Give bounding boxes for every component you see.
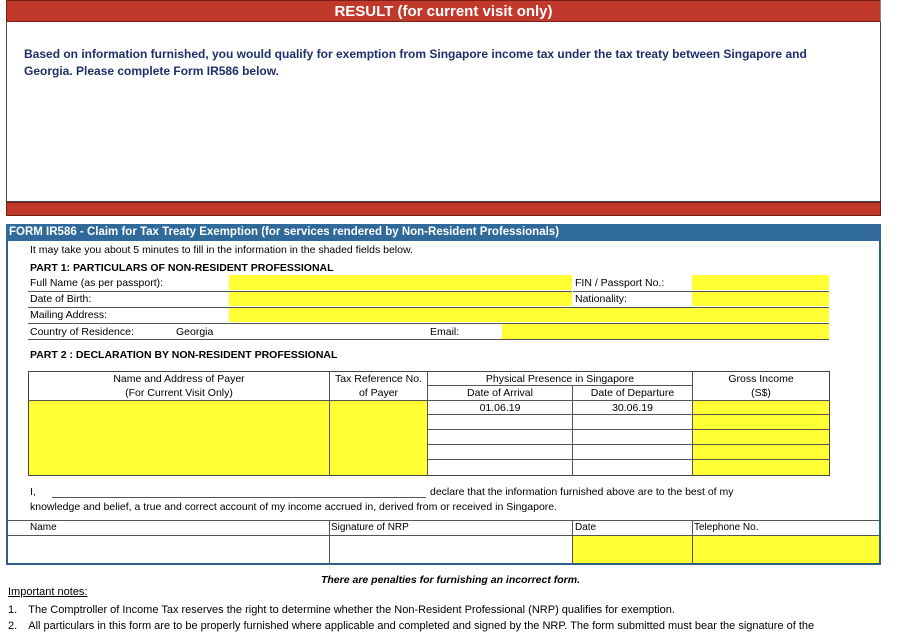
- divider: [880, 0, 881, 22]
- divider: [428, 444, 830, 445]
- divider: [28, 339, 829, 340]
- sign-name-label: Name: [30, 522, 57, 533]
- col-taxref-header: Tax Reference No.: [335, 373, 422, 385]
- form-header: FORM IR586 - Claim for Tax Treaty Exemption (for services rendered by Non-Resident Professionals): [6, 224, 881, 241]
- col-arrival-header: Date of Arrival: [467, 387, 533, 399]
- sign-telephone-label: Telephone No.: [694, 522, 759, 533]
- note-item: [8, 603, 675, 617]
- sign-signature-label: Signature of NRP: [331, 522, 409, 533]
- col-income-header: Gross Income: [728, 373, 794, 385]
- declaration-text: declare that the information furnished above are to the best of my: [430, 486, 734, 498]
- payer-input[interactable]: [29, 401, 329, 475]
- fin-label: FIN / Passport No.:: [575, 277, 665, 289]
- divider: [428, 385, 692, 386]
- departure-date-1[interactable]: 30.06.19: [612, 402, 653, 414]
- result-title: RESULT (for current visit only): [6, 0, 881, 22]
- divider: [428, 459, 830, 460]
- col-taxref-subheader: of Payer: [358, 387, 399, 399]
- arrival-date-1[interactable]: 01.06.19: [479, 402, 521, 414]
- divider: [428, 429, 830, 430]
- full-name-input[interactable]: [229, 275, 572, 290]
- col-payer-subheader: (For Current Visit Only): [125, 387, 233, 399]
- sign-telephone-input[interactable]: [693, 536, 879, 563]
- email-label: Email:: [430, 326, 460, 338]
- nationality-input[interactable]: [692, 292, 829, 306]
- sign-date-input[interactable]: [573, 536, 692, 563]
- taxref-input[interactable]: [330, 401, 427, 475]
- result-bottom-bar: [6, 202, 881, 216]
- sign-name-input[interactable]: [8, 536, 329, 563]
- col-presence-header: Physical Presence in Singapore: [485, 373, 635, 385]
- note-item: [8, 619, 814, 633]
- nationality-label: Nationality:: [575, 293, 627, 305]
- form-intro: It may take you about 5 minutes to fill in the information in the shaded fields below.: [30, 244, 413, 256]
- sign-signature-input[interactable]: [330, 536, 572, 563]
- notes-title: Important notes:: [8, 586, 88, 598]
- declaration-prefix: I,: [30, 486, 36, 498]
- note-text: The Comptroller of Income Tax reserves the right to determine whether the Non-Resident Professional (NRP) qualifies for exemption.: [28, 604, 675, 616]
- mailing-label: Mailing Address:: [30, 309, 108, 321]
- mailing-input[interactable]: [229, 308, 829, 322]
- col-payer-header: Name and Address of Payer: [113, 373, 245, 385]
- income-input[interactable]: [693, 401, 829, 475]
- email-input[interactable]: [502, 324, 829, 339]
- penalty-notice: There are penalties for furnishing an incorrect form.: [320, 574, 581, 586]
- col-income-subheader: (S$): [751, 387, 771, 399]
- dob-input[interactable]: [229, 292, 572, 306]
- country-label: Country of Residence:: [30, 326, 134, 338]
- fin-input[interactable]: [692, 275, 829, 290]
- note-text: All particulars in this form are to be properly furnished where applicable and completed and signed by the NRP. The form submitted must bear the signature of the: [28, 620, 815, 632]
- part1-title: PART 1: PARTICULARS OF NON-RESIDENT PROFESSIONAL: [30, 262, 334, 274]
- sign-date-label: Date: [575, 522, 597, 533]
- country-value[interactable]: Georgia: [176, 326, 214, 338]
- declarant-name-line[interactable]: [52, 497, 426, 498]
- note-number: 2.: [8, 620, 18, 632]
- part2-title: PART 2 : DECLARATION BY NON-RESIDENT PROFESSIONAL: [30, 349, 338, 361]
- col-departure-header: Date of Departure: [590, 387, 675, 399]
- note-number: 1.: [8, 604, 18, 616]
- declaration-text-2: knowledge and belief, a true and correct account of my income accrued in, derived from or received in Singapore.: [30, 501, 558, 513]
- dob-label: Date of Birth:: [30, 293, 92, 305]
- full-name-label: Full Name (as per passport):: [30, 277, 164, 289]
- result-message: Based on information furnished, you would qualify for exemption from Singapore income tax under the tax treaty between Singapore and Georgia. Please complete Form IR586 below.: [24, 47, 807, 78]
